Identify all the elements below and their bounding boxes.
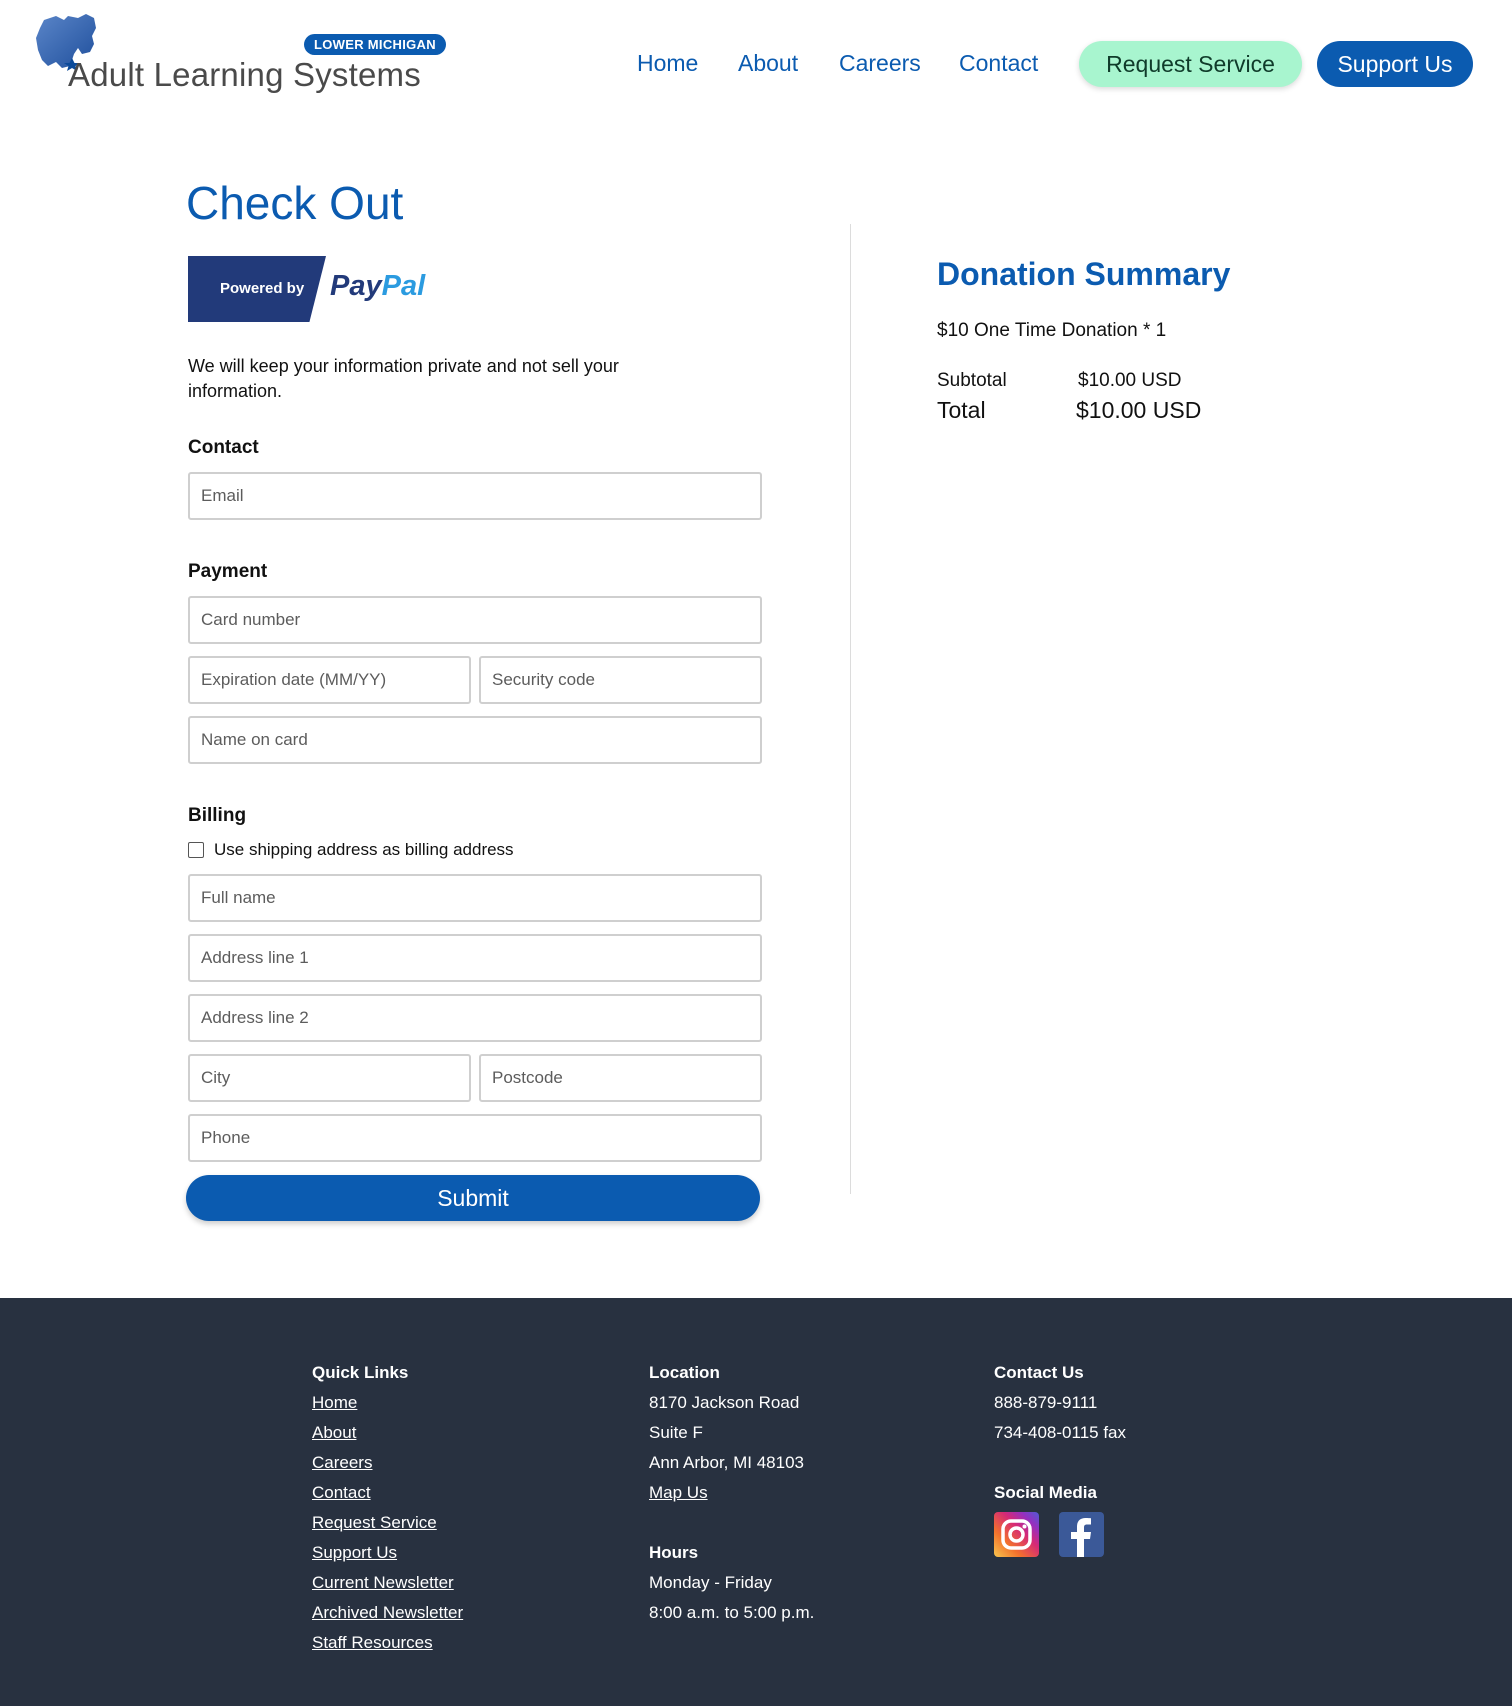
payment-section-label: Payment bbox=[188, 561, 268, 582]
paypal-logo bbox=[330, 270, 425, 303]
footer-link-home[interactable]: Home bbox=[312, 1393, 358, 1412]
paypal-logo-pay: Pay bbox=[330, 270, 382, 302]
address-street: 8170 Jackson Road bbox=[649, 1393, 800, 1412]
footer-link-about[interactable]: About bbox=[312, 1423, 357, 1442]
paypal-logo-pal: Pal bbox=[381, 270, 426, 302]
logo-badge: LOWER MICHIGAN bbox=[304, 34, 446, 55]
social-icons bbox=[994, 1512, 1126, 1557]
nav-home[interactable]: Home bbox=[637, 50, 699, 76]
column-divider bbox=[850, 224, 851, 1194]
privacy-notice: We will keep your information private and not sell your information. bbox=[188, 356, 619, 401]
footer-link-staff-resources[interactable]: Staff Resources bbox=[312, 1633, 433, 1652]
hours-days: Monday - Friday bbox=[649, 1573, 772, 1592]
contact-us-heading: Contact Us bbox=[994, 1363, 1084, 1382]
total-label: Total bbox=[937, 397, 986, 423]
footer-location bbox=[649, 1358, 814, 1628]
paypal-powered-by: Powered by bbox=[220, 280, 305, 297]
same-address-label[interactable]: Use shipping address as billing address bbox=[214, 840, 514, 859]
contact-fax: 734-408-0115 fax bbox=[994, 1423, 1127, 1442]
address-line-2-field[interactable] bbox=[188, 994, 762, 1042]
hours-heading: Hours bbox=[649, 1543, 699, 1562]
phone-field[interactable] bbox=[188, 1114, 762, 1162]
logo-name: Adult Learning Systems bbox=[68, 56, 421, 93]
address-city: Ann Arbor, MI 48103 bbox=[649, 1453, 804, 1472]
total-value: $10.00 USD bbox=[1076, 397, 1202, 423]
site-footer bbox=[0, 1298, 1512, 1706]
billing-section-label: Billing bbox=[188, 805, 247, 826]
subtotal-value: $10.00 USD bbox=[1078, 370, 1182, 391]
postcode-field[interactable] bbox=[479, 1054, 762, 1102]
name-on-card-field[interactable] bbox=[188, 716, 762, 764]
security-code-field[interactable] bbox=[479, 656, 762, 704]
footer-link-contact[interactable]: Contact bbox=[312, 1483, 371, 1502]
hours-times: 8:00 a.m. to 5:00 p.m. bbox=[649, 1603, 815, 1622]
page-title: Check Out bbox=[186, 177, 404, 229]
instagram-icon[interactable] bbox=[994, 1512, 1039, 1557]
footer-link-archived-newsletter[interactable]: Archived Newsletter bbox=[312, 1603, 464, 1622]
email-field[interactable] bbox=[188, 472, 762, 520]
address-suite: Suite F bbox=[649, 1423, 703, 1442]
site-header bbox=[0, 0, 1512, 130]
contact-phone: 888-879-9111 bbox=[994, 1393, 1098, 1412]
expiration-date-field[interactable] bbox=[188, 656, 471, 704]
facebook-icon[interactable] bbox=[1059, 1512, 1104, 1557]
paypal-badge bbox=[188, 256, 428, 322]
city-field[interactable] bbox=[188, 1054, 471, 1102]
same-address-checkbox[interactable] bbox=[188, 842, 204, 858]
location-heading: Location bbox=[649, 1363, 720, 1382]
map-us-link[interactable]: Map Us bbox=[649, 1483, 708, 1502]
footer-link-current-newsletter[interactable]: Current Newsletter bbox=[312, 1573, 454, 1592]
request-service-button[interactable]: Request Service bbox=[1079, 41, 1302, 87]
same-address-option[interactable] bbox=[188, 840, 514, 860]
footer-link-support-us[interactable]: Support Us bbox=[312, 1543, 398, 1562]
card-number-field[interactable] bbox=[188, 596, 762, 644]
address-line-1-field[interactable] bbox=[188, 934, 762, 982]
footer-contact bbox=[994, 1358, 1126, 1557]
donation-summary-title: Donation Summary bbox=[937, 256, 1231, 292]
full-name-field[interactable] bbox=[188, 874, 762, 922]
submit-button[interactable]: Submit bbox=[186, 1175, 760, 1221]
support-us-button[interactable]: Support Us bbox=[1317, 41, 1473, 87]
footer-link-request-service[interactable]: Request Service bbox=[312, 1513, 437, 1532]
subtotal-label: Subtotal bbox=[937, 370, 1007, 391]
site-logo[interactable] bbox=[34, 14, 454, 100]
nav-about[interactable]: About bbox=[738, 50, 799, 76]
quick-links-heading: Quick Links bbox=[312, 1363, 409, 1382]
nav-careers[interactable]: Careers bbox=[839, 50, 921, 76]
footer-link-careers[interactable]: Careers bbox=[312, 1453, 373, 1472]
footer-quick-links bbox=[312, 1358, 463, 1658]
summary-line-item: $10 One Time Donation * 1 bbox=[937, 320, 1167, 341]
nav-contact[interactable]: Contact bbox=[959, 50, 1039, 76]
contact-section-label: Contact bbox=[188, 437, 259, 458]
social-media-heading: Social Media bbox=[994, 1483, 1097, 1502]
